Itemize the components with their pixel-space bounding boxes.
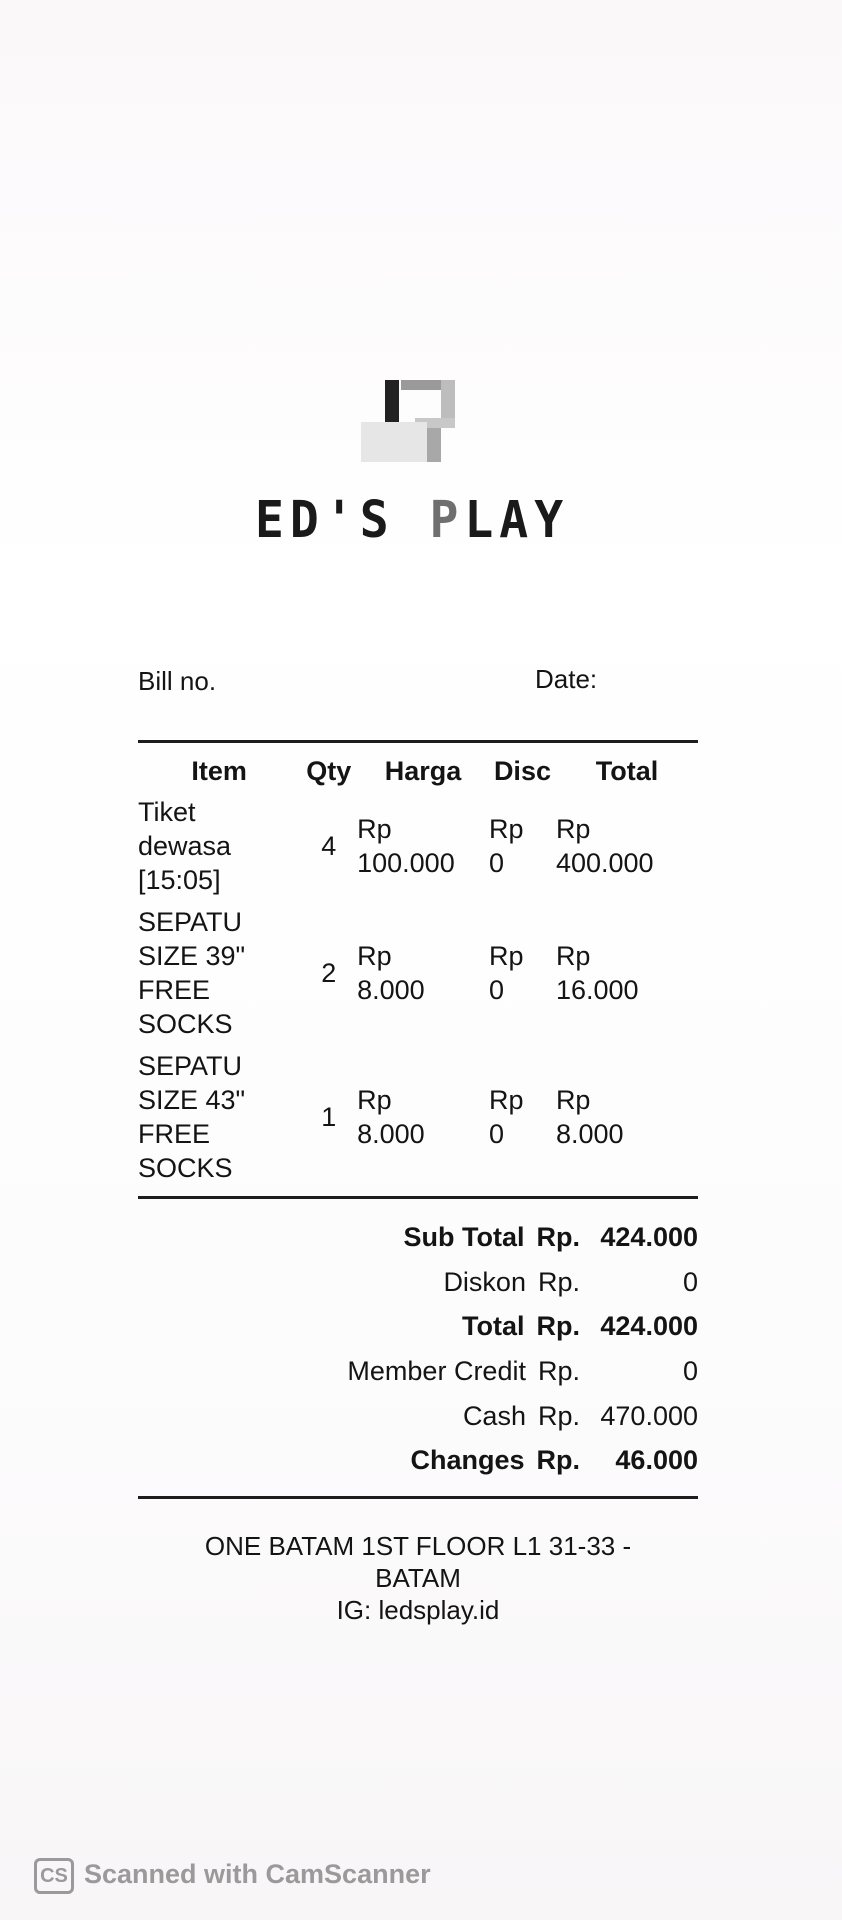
cash-value: 470.000 [600, 1401, 698, 1431]
column-header-total: Total [595, 756, 659, 786]
column-header-harga: Harga [384, 756, 462, 786]
brand-logo-icon [355, 378, 475, 468]
store-address-line1: ONE BATAM 1ST FLOOR L1 31-33 - [204, 1531, 632, 1561]
item-total: Rp 400.000 [555, 814, 654, 878]
camscanner-text: Scanned with CamScanner [84, 1859, 431, 1890]
changes-row: Changes Rp. 46.000 [410, 1445, 698, 1475]
total-row: Total Rp. 424.000 [462, 1311, 698, 1341]
column-header-qty: Qty [306, 756, 352, 786]
item-name: SEPATU SIZE 39" FREE SOCKS [138, 907, 246, 1039]
table-row [138, 795, 698, 905]
divider [138, 1496, 698, 1499]
item-disc: Rp 0 [488, 1085, 524, 1149]
date-label: Date: [535, 664, 598, 694]
store-address-line2: BATAM [375, 1563, 461, 1593]
item-name: SEPATU SIZE 43" FREE SOCKS [138, 1051, 246, 1183]
store-footer [138, 1530, 698, 1626]
item-disc: Rp 0 [488, 941, 524, 1005]
sub-total-value: 424.000 [600, 1222, 698, 1252]
diskon-row: Diskon Rp. 0 [443, 1267, 698, 1297]
item-total: Rp 16.000 [555, 941, 639, 1005]
sub-total-label: Sub Total [403, 1222, 525, 1252]
diskon-value: 0 [682, 1267, 698, 1297]
table-header-row [138, 756, 698, 795]
table-row [138, 905, 698, 1049]
item-qty: 2 [321, 958, 337, 988]
item-total: Rp 8.000 [555, 1085, 624, 1149]
member-credit-value: 0 [682, 1356, 698, 1386]
brand-name: ED'S PLAY [255, 490, 570, 550]
total-label: Total [462, 1311, 525, 1341]
changes-label: Changes [410, 1445, 525, 1475]
cash-label: Cash [462, 1401, 526, 1431]
item-qty: 4 [321, 831, 337, 861]
item-harga: Rp 8.000 [357, 941, 425, 1005]
items-table [138, 756, 698, 1193]
member-credit-row: Member Credit Rp. 0 [347, 1356, 698, 1386]
table-row [138, 1049, 698, 1193]
camscanner-logo-icon: CS [34, 1858, 74, 1894]
camscanner-watermark [34, 1858, 431, 1894]
item-disc: Rp 0 [488, 814, 524, 878]
sub-total-row: Sub Total Rp. 424.000 [403, 1222, 698, 1252]
changes-value: 46.000 [615, 1445, 698, 1475]
cash-row: Cash Rp. 470.000 [462, 1401, 698, 1431]
item-qty: 1 [321, 1102, 337, 1132]
item-harga: Rp 100.000 [357, 814, 455, 878]
column-header-disc: Disc [493, 756, 551, 786]
column-header-item: Item [191, 756, 247, 786]
member-credit-label: Member Credit [347, 1356, 526, 1386]
diskon-label: Diskon [443, 1267, 526, 1297]
item-harga: Rp 8.000 [357, 1085, 425, 1149]
store-instagram: IG: ledsplay.id [336, 1595, 500, 1625]
divider [138, 1196, 698, 1199]
item-name: Tiket dewasa [15:05] [138, 797, 232, 895]
divider [138, 740, 698, 743]
total-value: 424.000 [600, 1311, 698, 1341]
bill-number-label: Bill no. [138, 666, 217, 696]
